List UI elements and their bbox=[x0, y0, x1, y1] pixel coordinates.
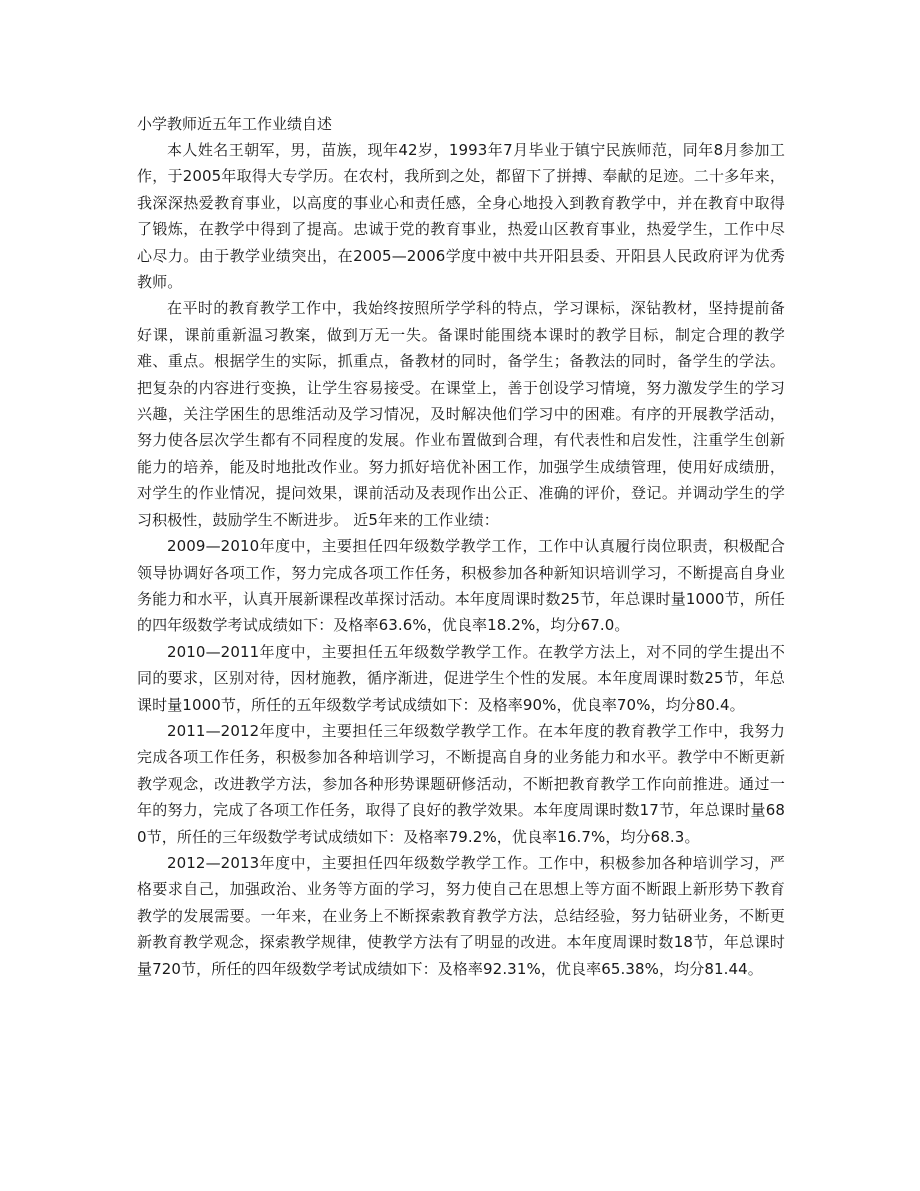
document-body bbox=[137, 113, 785, 982]
paragraph-year-2010-2011: 2010—2011年度中，主要担任五年级数学教学工作。在教学方法上，对不同的学生提出不同的要求，区别对待，因材施教，循序渐进，促进学生个性的发展。本年度周课时数25节，年总课时量1000节，所任的五年级数学考试成绩如下：及格率90%，优良率70%，均分80.4。 bbox=[137, 642, 785, 714]
paragraph-year-2009-2010: 2009—2010年度中，主要担任四年级数学教学工作，工作中认真履行岗位职责，积极配合领导协调好各项工作，努力完成各项工作任务，积极参加各种新知识培训学习，不断提高自身业务能力和水平，认真开展新课程改革探讨活动。本年度周课时数25节，年总课时量1000节，所任的四年级数学考试成绩如下：及格率63.6%，优良率18.2%，均分67.0。 bbox=[137, 537, 785, 635]
paragraph-teaching-practice: 在平时的教育教学工作中，我始终按照所学学科的特点，学习课标，深钻教材，坚持提前备好课，课前重新温习教案，做到万无一失。备课时能围绕本课时的教学目标，制定合理的教学难、重点。根据学生的实际，抓重点，备教材的同时，备学生；备教法的同时，备学生的学法。把复杂的内容进行变换，让学生容易接受。在课堂上，善于创设学习情境，努力激发学生的学习兴趣，关注学困生的思维活动及学习情况，及时解决他们学习中的困难。有序的开展教学活动，努力使各层次学生都有不同程度的发展。作业布置做到合理，有代表性和启发性，注重学生创新能力的培养，能及时地批改作业。努力抓好培优补困工作，加强学生成绩管理，使用好成绩册，对学生的作业情况，提问效果，课前活动及表现作出公正、准确的评价，登记。并调动学生的学习积极性，鼓励学生不断进步。 近5年来的工作业绩： bbox=[137, 299, 785, 529]
paragraph-year-2012-2013: 2012—2013年度中，主要担任四年级数学教学工作。工作中，积极参加各种培训学习，严格要求自己，加强政治、业务等方面的学习，努力使自己在思想上等方面不断跟上新形势下教育教学的发展需要。一年来，在业务上不断探索教育教学方法，总结经验，努力钻研业务，不断更新教育教学观念，探索教学规律，使教学方法有了明显的改进。本年度周课时数18节，年总课时量720节，所任的四年级数学考试成绩如下：及格率92.31%，优良率65.38%，均分81.44。 bbox=[137, 853, 785, 978]
paragraph-personal-intro: 本人姓名王朝军，男，苗族，现年42岁，1993年7月毕业于镇宁民族师范，同年8月参加工作，于2005年取得大专学历。在农村，我所到之处，都留下了拼搏、奉献的足迹。二十多年来，我深深热爱教育事业，以高度的事业心和责任感，全身心地投入到教育教学中，并在教育中取得了锻炼，在教学中得到了提高。忠诚于党的教育事业，热爱山区教育事业，热爱学生，工作中尽心尽力。由于教学业绩突出，在2005—2006学度中被中共开阳县委、开阳县人民政府评为优秀教师。 bbox=[137, 141, 785, 292]
paragraph-year-2011-2012: 2011—2012年度中，主要担任三年级数学教学工作。在本年度的教育教学工作中，我努力完成各项工作任务，积极参加各种培训学习，不断提高自身的业务能力和水平。教学中不断更新教学观念，改进教学方法，参加各种形势课题研修活动，不断把教育教学工作向前推进。通过一年的努力，完成了各项工作任务，取得了良好的教学效果。本年度周课时数17节，年总课时量680节，所任的三年级数学考试成绩如下：及格率79.2%，优良率16.7%，均分68.3。 bbox=[137, 721, 785, 846]
document-title: 小学教师近五年工作业绩自述 bbox=[137, 115, 333, 133]
